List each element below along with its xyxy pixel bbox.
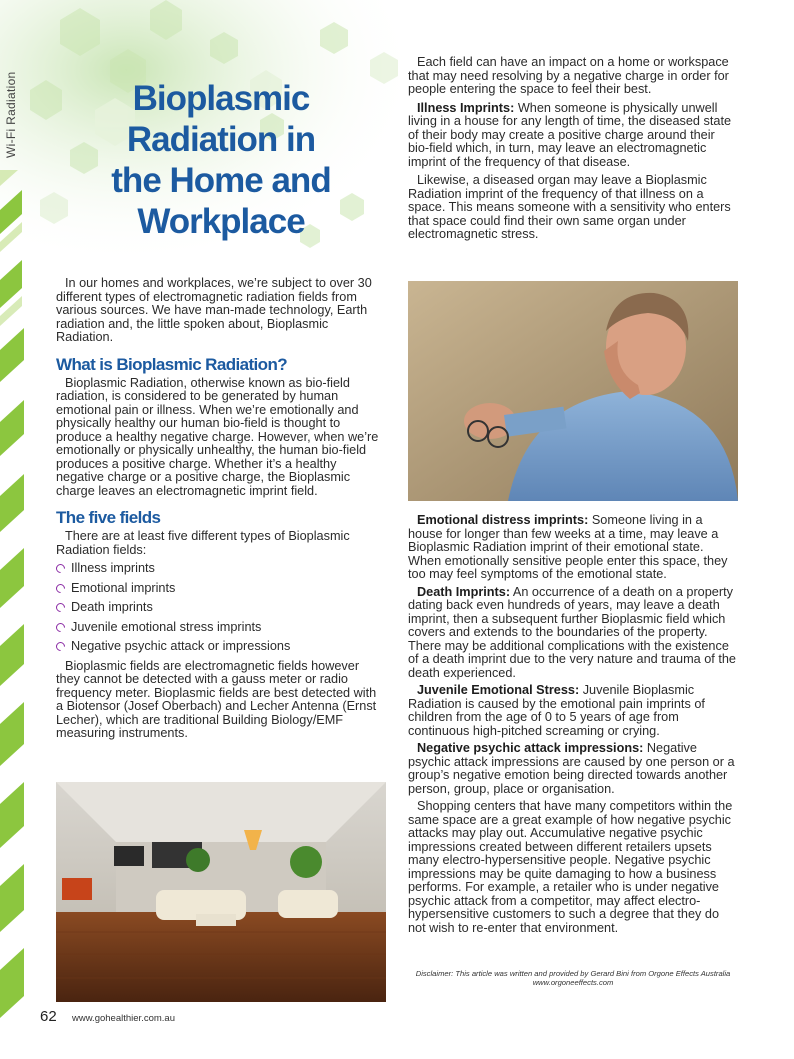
section-side-label: Wi-Fi Radiation [4, 71, 18, 158]
stressed-man-photo [408, 281, 738, 501]
negative-text: Negative psychic attack impressions are caused by one person or a group’s negative emotion being directed towards another person, group, place or organisation. [408, 741, 735, 796]
circle-bullet-icon [54, 621, 67, 634]
death-label: Death Imprints: [417, 584, 511, 599]
circle-bullet-icon [54, 582, 67, 595]
living-room-photo [56, 782, 386, 1002]
right-column-bottom [408, 514, 738, 939]
list-item [56, 582, 380, 596]
list-item [56, 640, 380, 654]
left-column [56, 277, 380, 746]
negative-label: Negative psychic attack impressions: [417, 741, 644, 755]
website-url: www.gohealthier.com.au [72, 1013, 175, 1024]
disclaimer: Disclaimer: This article was written and provided by Gerard Bini from Orgone Effects Australia www.orgoneeffects.com [415, 969, 731, 987]
list-item [56, 621, 380, 635]
organ-paragraph: Likewise, a diseased organ may leave a Bioplasmic Radiation imprint of the frequency of that illness on a space. This means someone with a sensitivity who enters that space could find their own same organ under electromagnetic stress. [408, 173, 731, 241]
page-number: 62 [40, 1008, 57, 1025]
circle-bullet-icon [54, 562, 67, 575]
section-heading-five-fields: The five fields [56, 508, 161, 527]
title-line: the Home and [111, 161, 331, 200]
list-item-label: Negative psychic attack or impressions [71, 639, 291, 653]
field-impact-paragraph: Each field can have an impact on a home or workspace that may need resolving by a negative charge in order for people entering the space to feel their best. [408, 55, 729, 96]
circle-bullet-icon [54, 640, 67, 653]
juvenile-label: Juvenile Emotional Stress: [417, 683, 580, 697]
illness-paragraph [408, 102, 738, 170]
intro-paragraph: In our homes and workplaces, we’re subject to over 30 different types of electromagnetic radiation fields from various sources. We have man-made technology, Earth radiation and, the little spoken about, Bioplasmic Radiation. [56, 276, 372, 344]
list-item-label: Juvenile emotional stress imprints [71, 619, 262, 634]
title-line: Bioplasmic [132, 79, 310, 118]
emotional-text: Someone living in a house for longer than few weeks at a time, may leave a Bioplasmic Radiation imprint of their emotional state. When emotionally sensitive people enter this space, they too may feel symptoms of the emotional state. [408, 513, 728, 581]
list-item-label: Death imprints [71, 600, 153, 614]
illness-label: Illness Imprints: [417, 100, 515, 115]
list-item-label: Illness imprints [71, 561, 155, 575]
section2-after: Bioplasmic fields are electromagnetic fields however they cannot be detected with a gauss meter or radio frequency meter. Bioplasmic fields are best detected with a Biotensor (Josef Oberbach) and Lecher Antenna (Ernst Lecher), which are traditional Building Biology/EMF measuring instruments. [56, 658, 377, 740]
title-line: Radiation in [126, 120, 316, 159]
title-line: Workplace [137, 202, 305, 241]
list-item [56, 601, 380, 615]
article-title [96, 78, 346, 242]
illness-text: When someone is physically unwell living in a house for any length of time, the diseased state of their body may create a positive charge around their bio-field which, in turn, may leave an electromagnetic imprint of the frequency of that disease. [408, 100, 732, 169]
field-list [56, 562, 380, 654]
list-item [56, 562, 380, 576]
circle-bullet-icon [54, 601, 67, 614]
death-paragraph [408, 586, 738, 681]
section1-body: Bioplasmic Radiation, otherwise known as bio-field radiation, is considered to be generated by human emotional pain or illness. When we’re emotionally and physically healthy our human bio-field is thought to produce a healthy negative charge. However, when we’re emotionally or physically unhealthy, the human bio-field produces a positive charge. Whether it’s a healthy negative charge or a positive charge, the Bioplasmic charge leaves an electromagnetic imprint field. [56, 375, 379, 498]
right-column-top [408, 56, 738, 247]
green-stripe-decoration [0, 170, 26, 1059]
section2-intro: There are at least five different types of Bioplasmic Radiation fields: [56, 529, 350, 557]
emotional-paragraph [408, 514, 738, 582]
section-heading-what-is: What is Bioplasmic Radiation? [56, 354, 288, 374]
juvenile-paragraph [408, 684, 738, 738]
list-item-label: Emotional imprints [71, 580, 176, 595]
death-text: An occurrence of a death on a property dating back even hundreds of years, may leave a death imprint, then a subsequent further Bioplasmic field which covers and extends to the boundaries of the property. There may be additional complications with the existence of a death imprint due to the very nature and trauma of the death experienced. [408, 584, 736, 680]
juvenile-text: Juvenile Bioplasmic Radiation is caused by the emotional pain imprints of children from the age of 0 to 5 years of age from continuous high-pitched screaming or crying. [408, 683, 705, 738]
emotional-label: Emotional distress imprints: [417, 513, 589, 527]
negative-paragraph [408, 742, 738, 796]
shopping-paragraph: Shopping centers that have many competitors within the same space are a great example of how negative psychic attacks may play out. Accumulative negative psychic impressions created between different retailers upsets many electro-hypersensitive people. Negative psychic impressions may be quite damaging to how a business performs. For example, a retailer who is under negative psychic attack from a competitor, may affect electro-hypersensitive customers to such a degree that they do not wish to re-enter that environment. [408, 799, 733, 935]
